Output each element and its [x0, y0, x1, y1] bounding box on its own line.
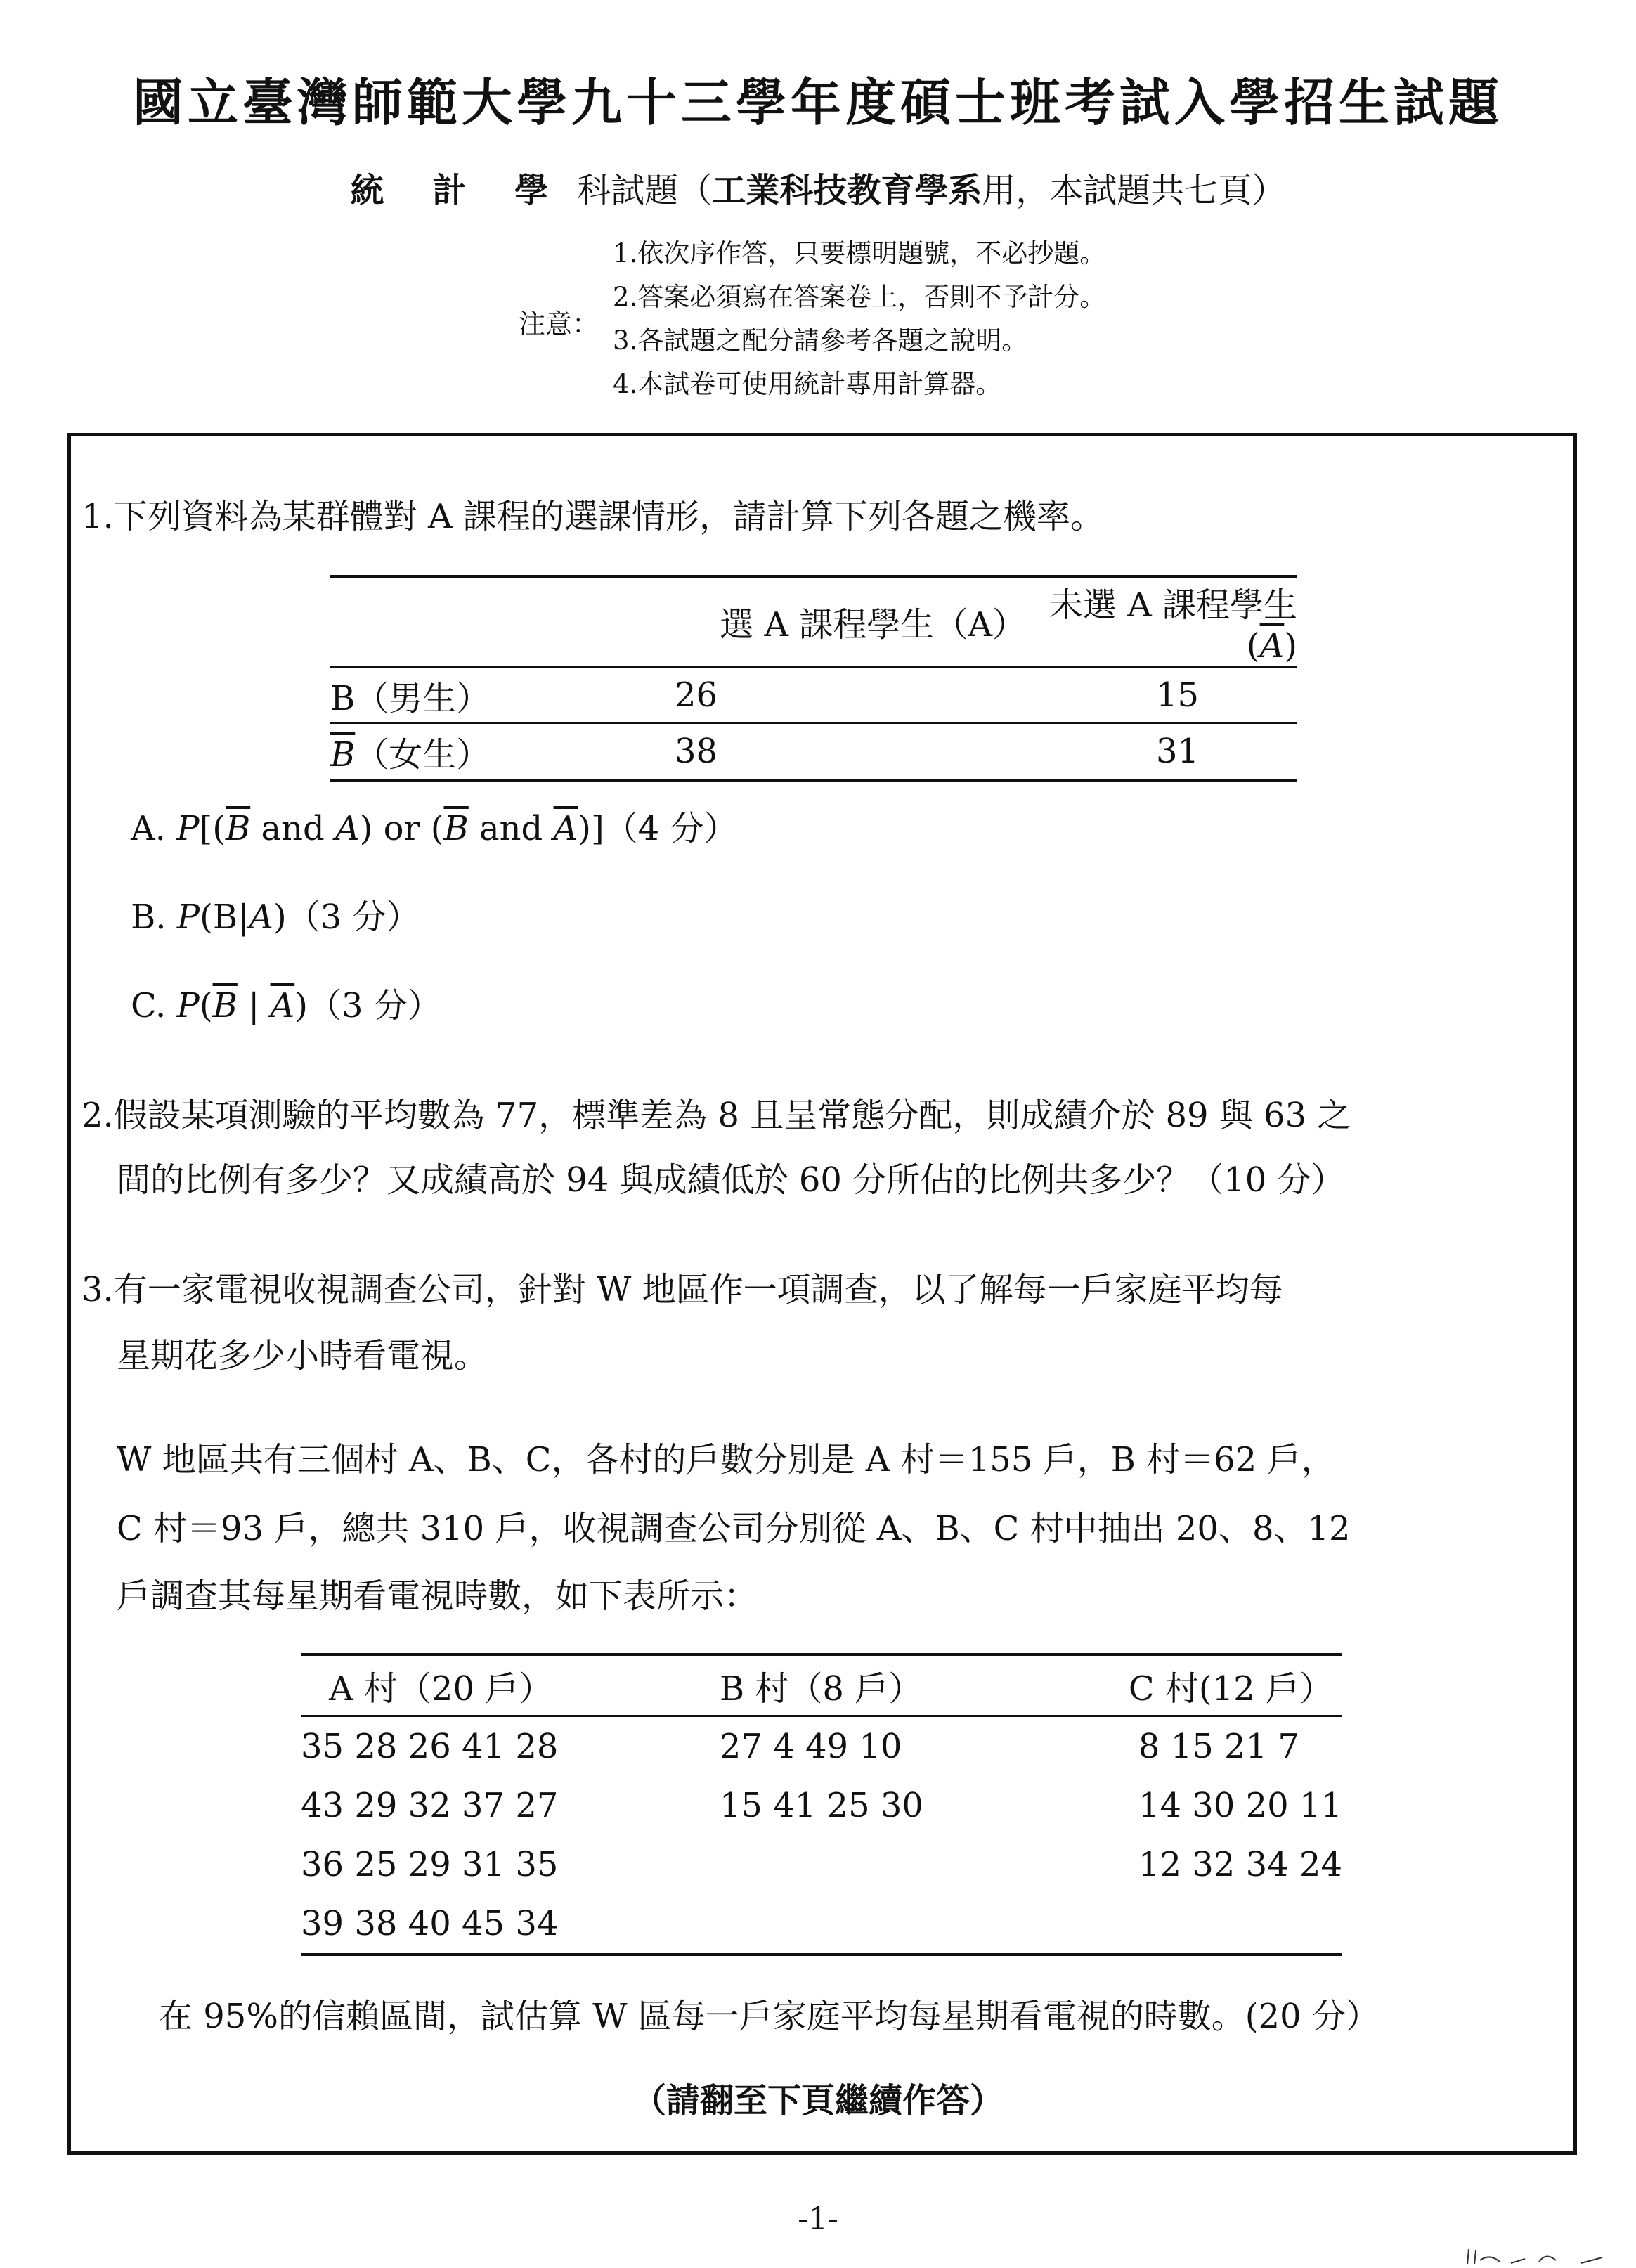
table-row	[301, 1716, 1342, 1777]
table-cell: 12 32 34 24	[1138, 1845, 1342, 1884]
table-cell	[720, 1894, 1129, 1955]
table-cell: 15	[1156, 675, 1200, 715]
q1-stem: 1.下列資料為某群體對 A 課程的選課情形，請計算下列各題之機率。	[82, 497, 1104, 536]
table-cell	[1129, 1894, 1342, 1955]
table-cell: 39 38 40 45 34	[301, 1904, 559, 1943]
margin-scribble-mark	[1462, 2246, 1623, 2266]
q1-header-a: 選 A 課程學生（A）	[720, 605, 1026, 644]
table-cell: 27 4 49 10	[719, 1727, 902, 1766]
q3-para-2: C 村＝93 戶，總共 310 戶，收視調查公司分別從 A、B、C 村中抽出 20、8、12	[117, 1509, 1351, 1548]
table-cell: 31	[1156, 732, 1200, 771]
table-row	[301, 1776, 1342, 1835]
table-row	[301, 1894, 1342, 1955]
subject-name: 統 計 學	[350, 171, 567, 210]
table-cell: 8 15 21 7	[1138, 1727, 1299, 1766]
subject-suffix: 科試題（	[577, 171, 713, 210]
page-number: -1-	[798, 2201, 838, 2237]
q1-table	[330, 575, 1297, 782]
continue-note: （請翻至下頁繼續作答）	[632, 2081, 1004, 2120]
exam-subtitle	[0, 163, 1636, 212]
row-label: $\overline{B}$（女生）	[330, 734, 491, 775]
exam-title: 國立臺灣師範大學九十三學年度碩士班考試入學招生試題	[132, 72, 1503, 132]
table-cell: 36 25 29 31 35	[301, 1845, 559, 1884]
table-row	[301, 1835, 1342, 1894]
notice-list	[613, 232, 1105, 406]
subtitle-rest: 用，本試題共七頁）	[982, 171, 1286, 210]
q3-final: 在 95%的信賴區間，試估算 W 區每一戶家庭平均每星期看電視的時數。(20 分）	[159, 1997, 1379, 2036]
q3-para-1: W 地區共有三個村 A、B、C，各村的戶數分別是 A 村＝155 戶，B 村＝62 戶，	[117, 1440, 1335, 1479]
table-cell: 14 30 20 11	[1138, 1786, 1342, 1825]
row-label: B（男生）	[330, 678, 491, 718]
table-cell: 26	[675, 675, 718, 715]
table-cell	[720, 1835, 1129, 1894]
notice-item: 3.各試題之配分請參考各題之說明。	[613, 325, 1028, 356]
table-cell: 15 41 25 30	[719, 1786, 923, 1825]
col-header-b: B 村（8 戶）	[719, 1668, 923, 1709]
q3-table	[301, 1653, 1342, 1956]
q1-part-a: A. $P[(\overline{B}$ and A) or ($\overline{B}$ and $\overline{A})](4$ 分）	[131, 809, 738, 848]
department-name: 工業科技教育學系	[712, 171, 982, 210]
notice-label: 注意：	[519, 309, 599, 339]
q3-para-3: 戶調查其每星期看電視時數，如下表所示：	[117, 1576, 758, 1616]
table-row	[330, 723, 1297, 780]
q1-header-not-a: 未選 A 課程學生$(\overline{A})$	[1049, 585, 1297, 666]
table-cell: 35 28 26 41 28	[301, 1727, 559, 1766]
q3-line-2: 星期花多少小時看電視。	[117, 1336, 488, 1375]
notice-item: 2.答案必須寫在答案卷上，否則不予計分。	[613, 282, 1106, 312]
table-row	[330, 667, 1297, 724]
col-header-a: A 村（20 戶）	[329, 1668, 553, 1709]
col-header-c: C 村(12 戶）	[1128, 1668, 1333, 1709]
table-cell: 43 29 32 37 27	[301, 1786, 559, 1825]
q3-line-1: 3.有一家電視收視調查公司，針對 W 地區作一項調查，以了解每一戶家庭平均每	[82, 1270, 1283, 1309]
table-cell: 38	[675, 732, 718, 771]
q2-line-2: 間的比例有多少？又成績高於 94 與成績低於 60 分所佔的比例共多少？（10 分）	[117, 1160, 1345, 1200]
notice-item: 4.本試卷可使用統計專用計算器。	[613, 369, 1002, 399]
q2-line-1: 2.假設某項測驗的平均數為 77，標準差為 8 且呈常態分配，則成績介於 89 與 63 之	[82, 1096, 1351, 1135]
notice-item: 1.依次序作答，只要標明題號，不必抄題。	[613, 238, 1106, 268]
q1-part-c: C. $P(\overline{B}$ | $\overline{A})(3$ 分）	[131, 986, 441, 1025]
q1-part-b: B. P(B|A)（3 分）	[131, 898, 420, 937]
